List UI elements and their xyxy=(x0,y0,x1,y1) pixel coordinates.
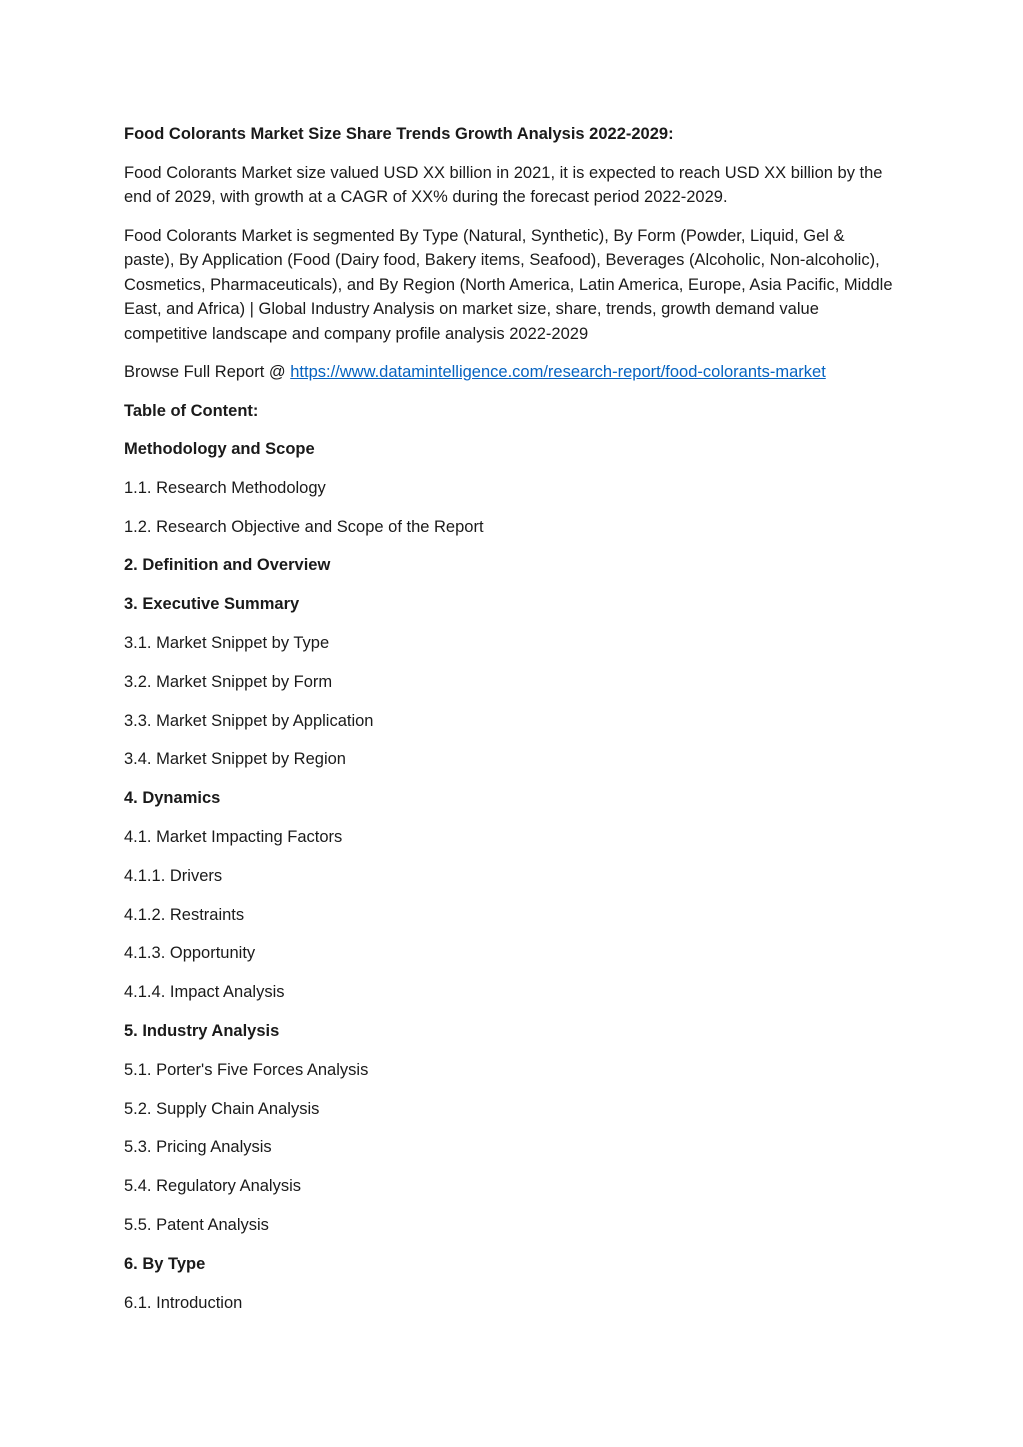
toc-section-heading: 3. Executive Summary xyxy=(124,595,300,614)
toc-item: 5.4. Regulatory Analysis xyxy=(124,1177,302,1196)
toc-item: 3.4. Market Snippet by Region xyxy=(124,750,346,769)
toc-item: 5.1. Porter's Five Forces Analysis xyxy=(124,1060,369,1079)
toc-section-heading: 5. Industry Analysis xyxy=(124,1021,280,1040)
toc-section-heading: Methodology and Scope xyxy=(124,440,315,458)
toc-item: 1.2. Research Objective and Scope of the Report xyxy=(124,517,484,536)
toc-item: 4.1. Market Impacting Factors xyxy=(124,827,343,846)
browse-report-line xyxy=(124,360,894,385)
browse-prefix: Browse Full Report @ xyxy=(124,363,291,381)
document-page xyxy=(124,122,894,1329)
toc-label: Table of Content: xyxy=(124,401,259,420)
toc-section-heading: 4. Dynamics xyxy=(124,789,221,808)
toc-item: 4.1.1. Drivers xyxy=(124,866,223,885)
table-of-contents xyxy=(124,437,894,1315)
toc-section-heading: 6. By Type xyxy=(124,1254,206,1273)
document-title: Food Colorants Market Size Share Trends Growth Analysis 2022-2029: xyxy=(124,125,674,143)
report-link[interactable]: https://www.datamintelligence.com/research-report/food-colorants-market xyxy=(290,363,826,381)
toc-item: 5.5. Patent Analysis xyxy=(124,1215,269,1234)
toc-item: 6.1. Introduction xyxy=(124,1293,243,1312)
toc-item: 4.1.3. Opportunity xyxy=(124,944,256,963)
toc-section-heading: 2. Definition and Overview xyxy=(124,556,331,575)
segmentation-paragraph: Food Colorants Market is segmented By Type (Natural, Synthetic), By Form (Powder, Liquid, Gel & paste), By Application (Food (Dairy food, Bakery items, Seafood), Beverages (Alcoholic, Non-alcoholic), Cosmetics, Pharmaceuticals), and By Region (North America, Latin America, Europe, Asia Pacific, Middle East, and Africa) | Global Industry Analysis on market size, share, trends, growth demand value competitive landscape and company profile analysis 2022-2029 xyxy=(124,226,893,343)
toc-item: 5.3. Pricing Analysis xyxy=(124,1138,272,1157)
toc-item: 3.2. Market Snippet by Form xyxy=(124,672,333,691)
toc-item: 1.1. Research Methodology xyxy=(124,478,326,497)
toc-item: 4.1.2. Restraints xyxy=(124,905,245,924)
toc-item: 4.1.4. Impact Analysis xyxy=(124,983,285,1002)
intro-paragraph: Food Colorants Market size valued USD XX billion in 2021, it is expected to reach USD XX billion by the end of 2029, with growth at a CAGR of XX% during the forecast period 2022-2029. xyxy=(124,163,883,206)
toc-item: 5.2. Supply Chain Analysis xyxy=(124,1099,320,1118)
toc-item: 3.3. Market Snippet by Application xyxy=(124,711,374,730)
toc-item: 3.1. Market Snippet by Type xyxy=(124,633,330,652)
